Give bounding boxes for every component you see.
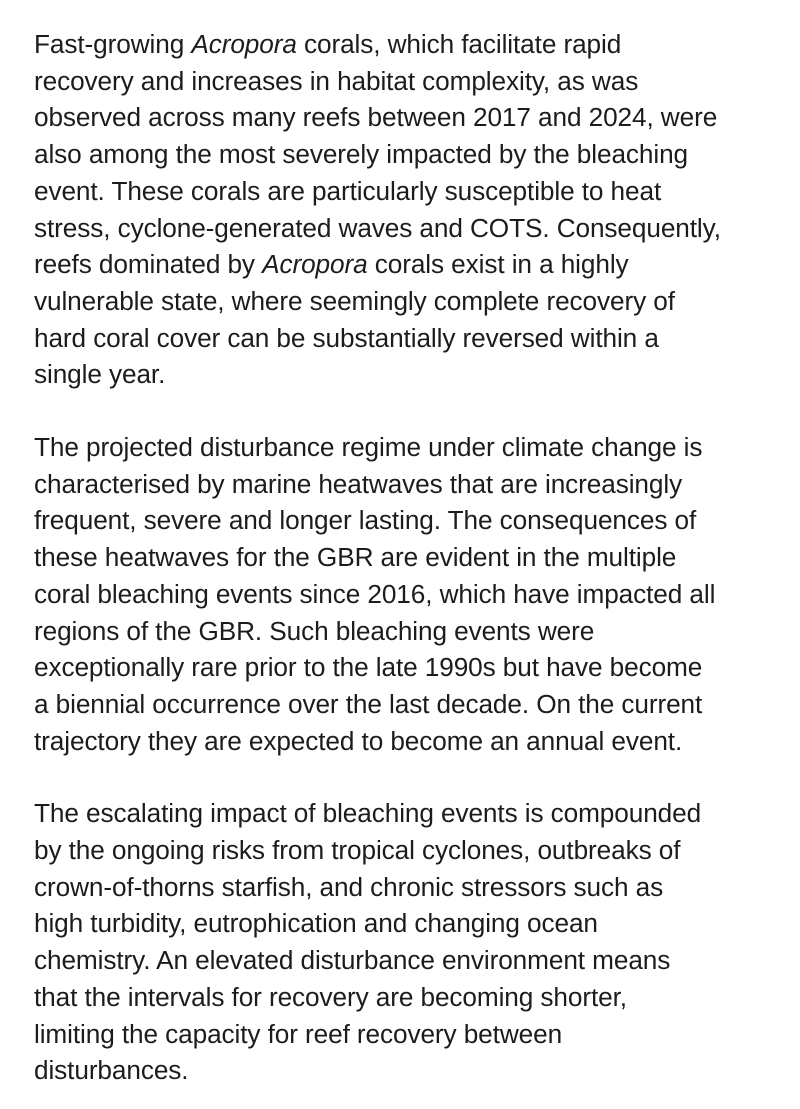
text-line: recovery and increases in habitat complexity, as was [34, 65, 639, 96]
text-line: single year. [34, 359, 166, 390]
text-line: chemistry. An elevated disturbance environment means [34, 945, 671, 976]
text-line: regions of the GBR. Such bleaching events were [34, 615, 595, 646]
paragraph-escalating-impact [34, 795, 794, 1089]
text-line: coral bleaching events since 2016, which have impacted all [34, 578, 716, 609]
text-line: characterised by marine heatwaves that are increasingly [34, 468, 683, 499]
text-line: a biennial occurrence over the last decade. On the current [34, 688, 703, 719]
italic-species-name: Acropora [191, 29, 297, 59]
text-line: by the ongoing risks from tropical cyclones, outbreaks of [34, 835, 681, 866]
text-line: disturbances. [34, 1055, 189, 1086]
paragraph-disturbance-regime [34, 429, 794, 759]
text-line: stress, cyclone-generated waves and COTS. Consequently, [34, 212, 721, 243]
text-line: these heatwaves for the GBR are evident in the multiple [34, 542, 677, 573]
text-line: observed across many reefs between 2017 and 2024, were [34, 102, 718, 133]
text-line: reefs dominated by Acropora corals exist in a highly [34, 249, 629, 280]
text-line: Fast-growing Acropora corals, which facilitate rapid [34, 29, 622, 59]
italic-species-name: Acropora [262, 249, 368, 280]
text-line: event. These corals are particularly susceptible to heat [34, 175, 662, 206]
text-line: vulnerable state, where seemingly complete recovery of [34, 285, 675, 316]
text-line: exceptionally rare prior to the late 1990s but have become [34, 652, 703, 683]
text-line: The projected disturbance regime under climate change is [34, 432, 703, 463]
text-line: frequent, severe and longer lasting. The consequences of [34, 505, 697, 536]
text-line: trajectory they are expected to become an annual event. [34, 725, 683, 756]
paragraph-acropora-vulnerability [34, 26, 794, 393]
text-line: also among the most severely impacted by the bleaching [34, 139, 689, 170]
text-line: hard coral cover can be substantially reversed within a [34, 322, 659, 353]
text-line: high turbidity, eutrophication and changing ocean [34, 908, 598, 939]
text-line: The escalating impact of bleaching events is compounded [34, 798, 702, 829]
text-line: crown-of-thorns starfish, and chronic stressors such as [34, 871, 664, 902]
text-line: limiting the capacity for reef recovery between [34, 1018, 563, 1049]
document-body [34, 26, 794, 1089]
text-line: that the intervals for recovery are becoming shorter, [34, 981, 627, 1012]
